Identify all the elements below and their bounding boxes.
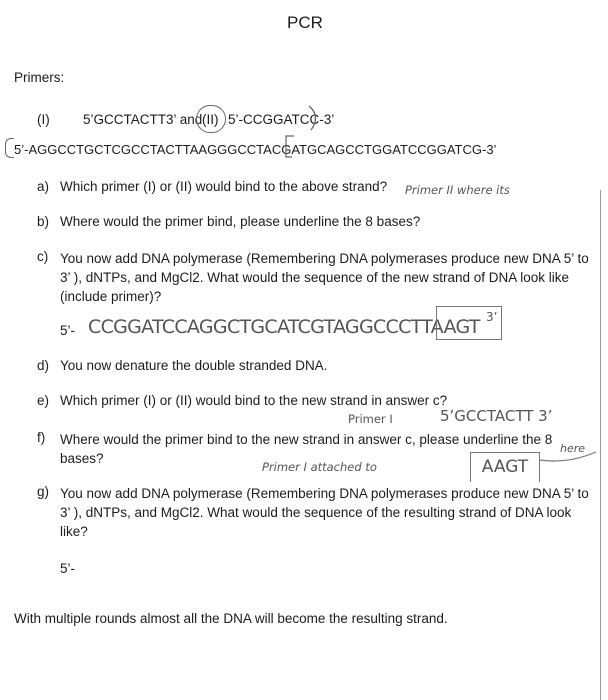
answer-c-3prime: 3’ (486, 310, 498, 324)
answer-e-sequence: 5’GCCTACTT 3’ (440, 407, 553, 425)
primer-2-sequence: 5’-CCGGATCC-3’ (228, 112, 335, 127)
question-f-text: Where would the primer bind to the new strand in answer c, please underline the 8 bases? (60, 432, 553, 466)
question-d-letter: d) (37, 358, 50, 373)
page-edge (600, 190, 601, 700)
answer-c-box (436, 306, 502, 340)
answer-c-prefix: 5’- (60, 323, 76, 338)
primers-heading: Primers: (14, 70, 65, 85)
strand-bracket (5, 138, 14, 158)
answer-g-prefix: 5’- (60, 561, 76, 576)
bracket-mark (305, 102, 325, 134)
footer-note: With multiple rounds almost all the DNA will become the resulting strand. (14, 611, 448, 626)
question-e-text: Which primer (I) or (II) would bind to the new strand in answer c? (60, 393, 448, 408)
primer-1-number: (I) (37, 112, 50, 127)
question-e-letter: e) (37, 393, 50, 408)
answer-c-sequence: CCGGATCCAGGCTGCATCGTAGGCCCTTAAGT (88, 316, 480, 338)
dna-strand: 5’-AGGCCTGCTCGCCTACTTAAGGGCCTACGATGCAGCCTGGATCCGGATCG-3’ (14, 142, 497, 157)
question-g-text: You now add DNA polymerase (Remembering DNA polymerases produce new DNA 5’ to 3’ ), dNTPs, and MgCl2. What would the sequence of the resulting strand of DNA look like? (60, 486, 589, 539)
question-a-text: Which primer (I) or (II) would bind to the above strand? (60, 179, 388, 194)
answer-e-primer: Primer I (348, 412, 393, 426)
primer-1-sequence: 5’GCCTACTT3’ and (83, 112, 203, 127)
question-b-letter: b) (37, 214, 50, 229)
question-g-letter: g) (37, 484, 50, 499)
answer-a-handwriting: Primer II where its (405, 183, 510, 197)
answer-f-here: here (560, 442, 586, 455)
answer-f-note: Primer I attached to (262, 460, 377, 474)
question-c-letter: c) (37, 249, 49, 264)
question-d-text: You now denature the double stranded DNA. (60, 358, 328, 373)
primer-2-number: (II) (202, 112, 219, 127)
question-c-text: You now add DNA polymerase (Remembering DNA polymerases produce new DNA 5’ to 3’ ), dNTPs, and MgCl2. What would the sequence of the new strand of DNA look like (include primer)? (60, 251, 589, 304)
question-b-text: Where would the primer bind, please underline the 8 bases? (60, 214, 421, 229)
question-a-letter: a) (37, 179, 50, 194)
page-title: PCR (287, 13, 323, 32)
question-f-letter: f) (37, 430, 46, 445)
answer-f-box: AAGT (470, 452, 540, 482)
strand-cut-mark (282, 133, 298, 161)
